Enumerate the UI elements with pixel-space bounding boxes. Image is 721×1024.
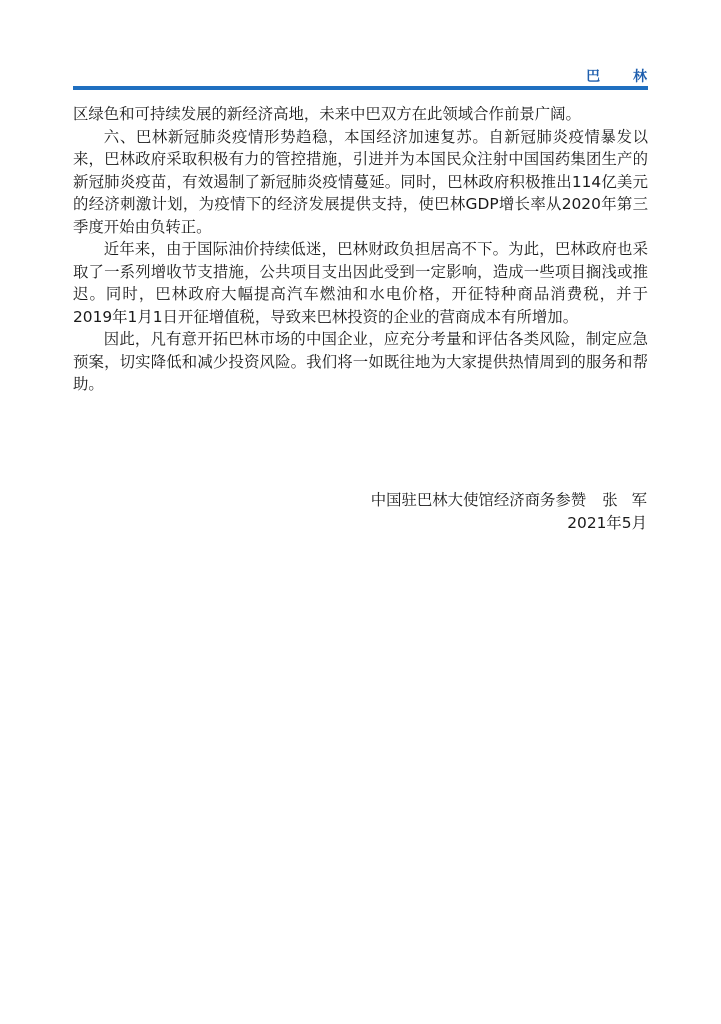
header-rule [73,86,648,90]
signature-name: 张军 [602,491,661,509]
paragraph-risk-advice: 因此，凡有意开拓巴林市场的中国企业，应充分考量和评估各类风险，制定应急预案，切实降低和减少投资风险。我们将一如既往地为大家提供热情周到的服务和帮助。 [73,330,648,393]
paragraph-fiscal-measures: 近年来，由于国际油价持续低迷，巴林财政负担居高不下。为此，巴林政府也采取了一系列增收节支措施，公共项目支出因此受到一定影响，造成一些项目搁浅或推迟。同时，巴林政府大幅提高汽车燃油和水电价格，开征特种商品消费税，并于2019年1月1日开征增值税，导致来巴林投资的企业的营商成本有所增加。 [73,240,648,326]
running-header-title: 巴 林 [586,69,661,85]
paragraph-epidemic-recovery: 六、巴林新冠肺炎疫情形势趋稳，本国经济加速复苏。自新冠肺炎疫情暴发以来，巴林政府采取积极有力的管控措施，引进并为本国民众注射中国国药集团生产的新冠肺炎疫苗，有效遏制了新冠肺炎疫情蔓延。同时，巴林政府积极推出114亿美元的经济刺激计划，为疫情下的经济发展提供支持，使巴林GDP增长率从2020年第三季度开始由负转正。 [73,127,648,236]
paragraph-continuation: 区绿色和可持续发展的新经济高地，未来中巴双方在此领域合作前景广阔。 [73,105,581,123]
signature-date: 2021年5月 [567,513,647,532]
signature-organization: 中国驻巴林大使馆经济商务参赞 [370,491,587,509]
body-text [73,103,648,396]
signature-line [370,489,661,512]
signature-block [370,489,661,534]
